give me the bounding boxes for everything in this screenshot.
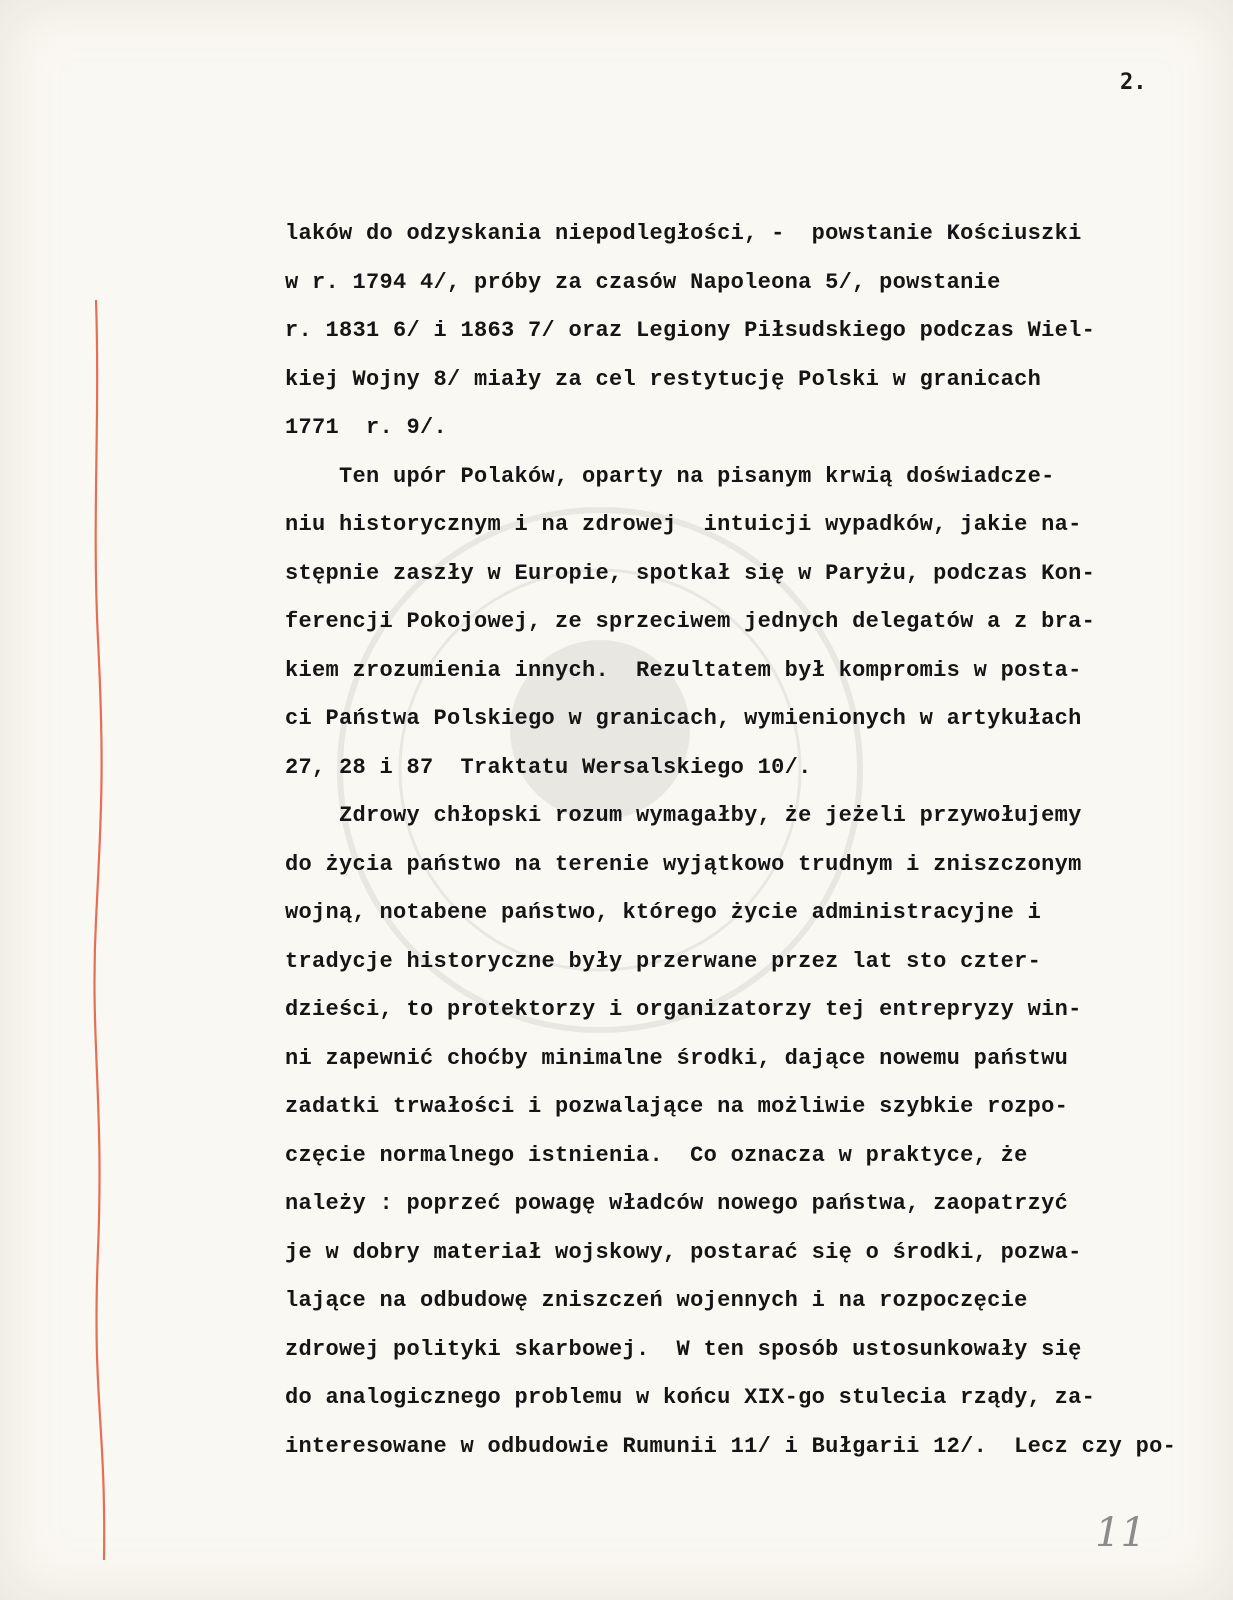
text-line-1: laków do odzyskania niepodległości, - powstanie Kościuszki [285, 221, 1082, 246]
text-line-24: zdrowej polityki skarbowej. W ten sposób ustosunkowały się [285, 1336, 1082, 1362]
text-line-12: 27, 28 i 87 Traktatu Wersalskiego 10/. [285, 754, 812, 780]
text-line-16: tradycje historyczne były przerwane przez lat sto czter- [285, 948, 1042, 974]
text-line-13: Zdrowy chłopski rozum wymagałby, że jeżeli przywołujemy [285, 803, 1082, 828]
text-line-26: interesowane w odbudowie Rumunii 11/ i Bułgarii 12/. Lecz czy po- [285, 1433, 1177, 1459]
text-line-5: 1771 r. 9/. [285, 415, 448, 440]
text-line-21: należy : poprzeć powagę władców nowego państwa, zaopatrzyć [285, 1191, 1069, 1216]
text-line-6: Ten upór Polaków, oparty na pisanym krwią doświadcze- [285, 463, 1055, 489]
text-line-15: wojną, notabene państwo, którego życie administracyjne i [285, 900, 1042, 925]
text-line-2: w r. 1794 4/, próby za czasów Napoleona 5/, powstanie [285, 269, 1001, 295]
text-line-11: ci Państwa Polskiego w granicach, wymienionych w artykułach [285, 706, 1082, 731]
text-line-17: dzieści, to protektorzy i organizatorzy tej entrepryzy win- [285, 997, 1082, 1022]
text-line-4: kiej Wojny 8/ miały za cel restytucję Polski w granicach [285, 366, 1042, 392]
text-line-22: je w dobry materiał wojskowy, postarać się o środki, pozwa- [285, 1239, 1082, 1265]
text-line-19: zadatki trwałości i pozwalające na możliwie szybkie rozpo- [285, 1094, 1069, 1119]
typed-body-text [285, 210, 1190, 1471]
text-line-9: ferencji Pokojowej, ze sprzeciwem jednych delegatów a z bra- [285, 609, 1096, 634]
text-line-20: częcie normalnego istnienia. Co oznacza w praktyce, że [285, 1142, 1028, 1168]
text-line-23: lające na odbudowę zniszczeń wojennych i na rozpoczęcie [285, 1288, 1028, 1313]
folio-number: 11 [1095, 1510, 1146, 1556]
text-line-25: do analogicznego problemu w końcu XIX-go stulecia rządy, za- [285, 1385, 1096, 1410]
text-line-8: stępnie zaszły w Europie, spotkał się w Paryżu, podczas Kon- [285, 560, 1096, 586]
text-line-18: ni zapewnić choćby minimalne środki, dające nowemu państwu [285, 1045, 1069, 1071]
text-line-7: niu historycznym i na zdrowej intuicji wypadków, jakie na- [285, 512, 1082, 537]
text-line-10: kiem zrozumienia innych. Rezultatem był kompromis w posta- [285, 657, 1082, 683]
page-number: 2. [1120, 70, 1147, 95]
text-line-3: r. 1831 6/ i 1863 7/ oraz Legiony Piłsudskiego podczas Wiel- [285, 318, 1096, 343]
text-line-14: do życia państwo na terenie wyjątkowo trudnym i zniszczonym [285, 851, 1082, 877]
red-margin-line [84, 0, 124, 1600]
